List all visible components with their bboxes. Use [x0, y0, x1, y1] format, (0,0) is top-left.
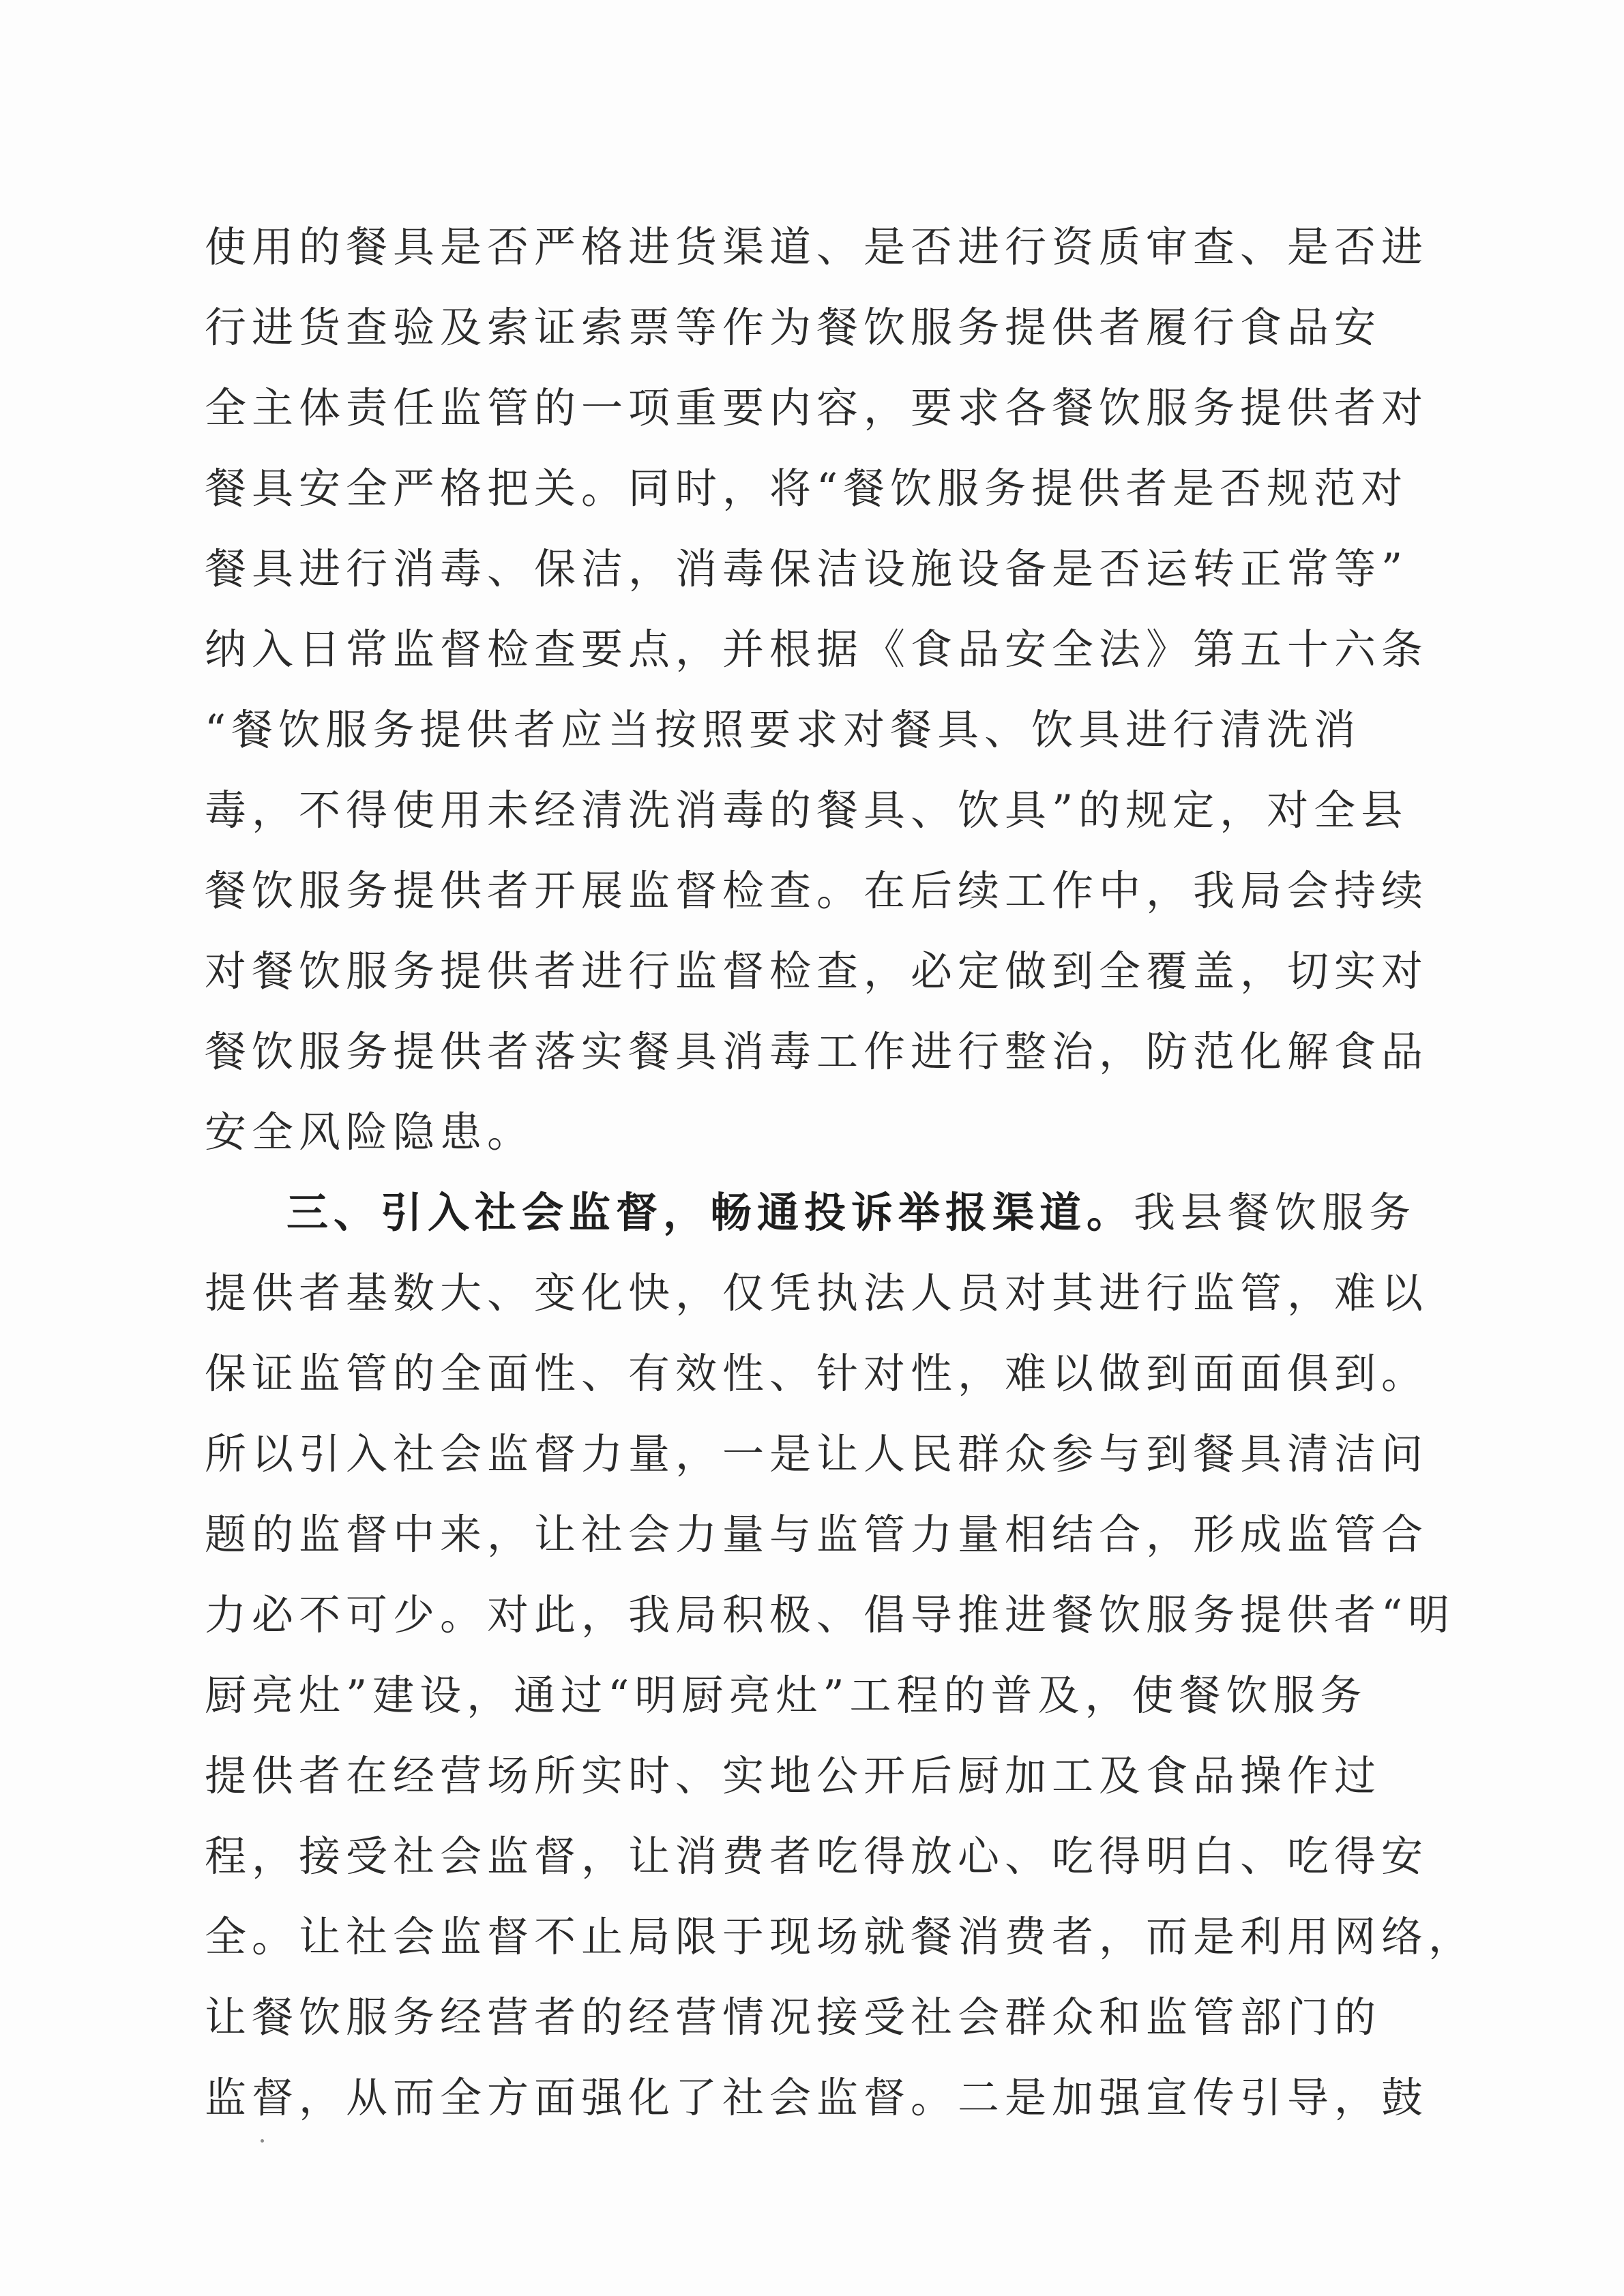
- paragraph-line: 所以引入社会监督力量，一是让人民群众参与到餐具清洁问: [205, 1430, 1429, 1478]
- section-3-first-line-text: 我县餐饮服务: [1134, 1189, 1417, 1237]
- paragraph-line: 对餐饮服务提供者进行监督检查，必定做到全覆盖，切实对: [205, 947, 1429, 996]
- paragraph-line: 程，接受社会监督，让消费者吃得放心、吃得明白、吃得安: [205, 1832, 1429, 1881]
- section-3-first-line: [286, 1186, 1416, 1240]
- paragraph-line: 监督，从而全方面强化了社会监督。二是加强宣传引导，鼓: [205, 2074, 1429, 2122]
- paragraph-line: 餐具进行消毒、保洁，消毒保洁设施设备是否运转正常等”: [205, 545, 1408, 593]
- paragraph-line: 提供者基数大、变化快，仅凭执法人员对其进行监管，难以: [205, 1269, 1429, 1317]
- paragraph-line: 提供者在经营场所实时、实地公开后厨加工及食品操作过: [205, 1752, 1382, 1800]
- paragraph-line: 餐饮服务提供者开展监督检查。在后续工作中，我局会持续: [205, 867, 1429, 915]
- paragraph-line: 厨亮灶”建设，通过“明厨亮灶”工程的普及，使餐饮服务: [205, 1671, 1368, 1720]
- paragraph-line: 使用的餐具是否严格进货渠道、是否进行资质审查、是否进: [205, 223, 1429, 271]
- paragraph-line: 题的监督中来，让社会力量与监管力量相结合，形成监管合: [205, 1510, 1429, 1559]
- scan-speck: [261, 2139, 264, 2143]
- paragraph-line: 毒，不得使用未经清洗消毒的餐具、饮具”的规定，对全县: [205, 786, 1408, 835]
- paragraph-line: 全主体责任监管的一项重要内容，要求各餐饮服务提供者对: [205, 384, 1429, 432]
- paragraph-line: 餐具安全严格把关。同时，将“餐饮服务提供者是否规范对: [205, 464, 1408, 513]
- paragraph-line: 安全风险隐患。: [205, 1108, 535, 1157]
- paragraph-line: “餐饮服务提供者应当按照要求对餐具、饮具进行清洗消: [205, 706, 1361, 754]
- paragraph-line: 保证监管的全面性、有效性、针对性，难以做到面面俱到。: [205, 1350, 1429, 1398]
- paragraph-line: 行进货查验及索证索票等作为餐饮服务提供者履行食品安: [205, 303, 1382, 352]
- section-3-heading: 三、引入社会监督，畅通投诉举报渠道。: [286, 1189, 1134, 1237]
- paragraph-line: 纳入日常监督检查要点，并根据《食品安全法》第五十六条: [205, 625, 1429, 674]
- paragraph-line: 力必不可少。对此，我局积极、倡导推进餐饮服务提供者“明: [205, 1591, 1456, 1639]
- paragraph-line: 餐饮服务提供者落实餐具消毒工作进行整治，防范化解食品: [205, 1028, 1429, 1076]
- paragraph-line: 让餐饮服务经营者的经营情况接受社会群众和监管部门的: [205, 1993, 1382, 2042]
- paragraph-line: 全。让社会监督不止局限于现场就餐消费者，而是利用网络，: [205, 1913, 1476, 1961]
